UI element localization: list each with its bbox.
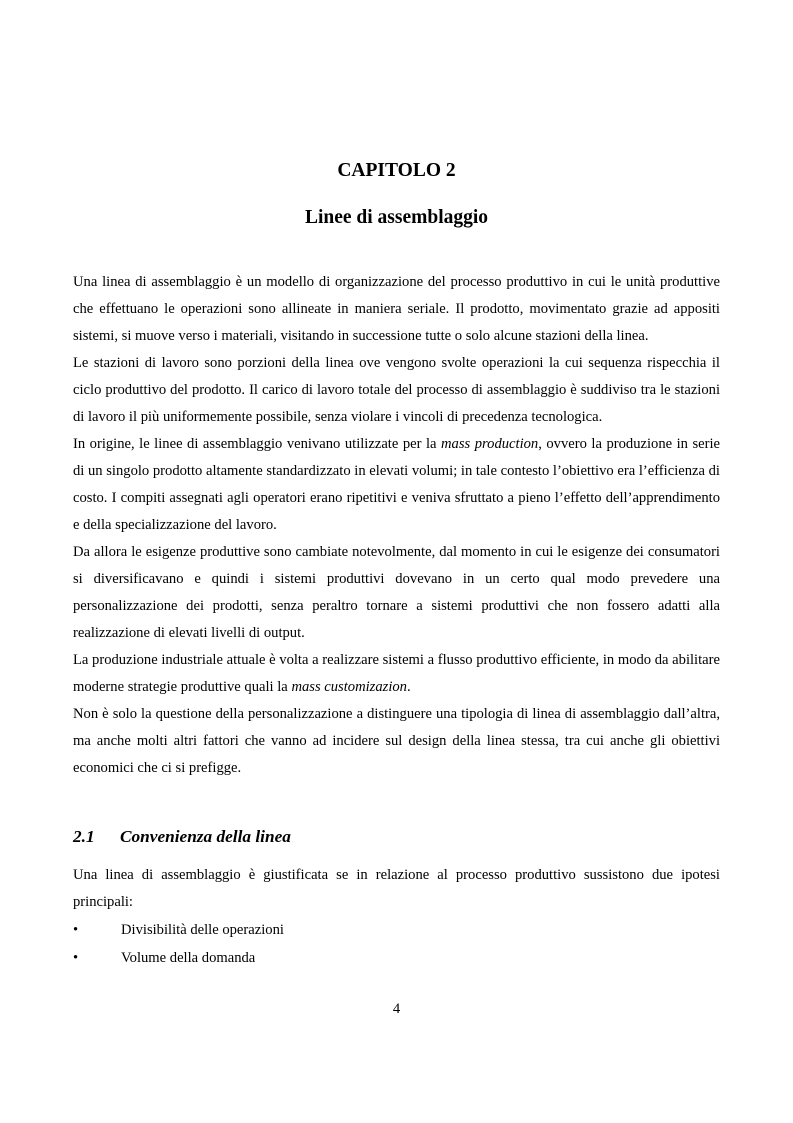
list-item-text: Volume della domanda	[121, 950, 256, 966]
list-item-text: Divisibilità delle operazioni	[121, 922, 284, 938]
paragraph-5-text-before: La produzione industriale attuale è volta a realizzare sistemi a flusso produttivo efficiente, in modo da abilitare moderne strategie produttive quali la	[73, 652, 720, 695]
list-item	[73, 944, 720, 972]
paragraph-5	[73, 647, 720, 701]
list-item	[73, 916, 720, 944]
section-heading	[73, 824, 720, 850]
paragraph-3	[73, 431, 720, 539]
bullet-icon: •	[73, 922, 79, 938]
bullet-icon: •	[73, 950, 79, 966]
section-body	[73, 862, 720, 916]
chapter-body	[73, 269, 720, 782]
paragraph-2: Le stazioni di lavoro sono porzioni della linea ove vengono svolte operazioni la cui sequenza rispecchia il ciclo produttivo del prodotto. Il carico di lavoro totale del processo di assemblaggio è suddiviso tra le stazioni di lavoro il più uniformemente possibile, senza violare i vincoli di precedenza tecnologica.	[73, 355, 720, 425]
paragraph-1: Una linea di assemblaggio è un modello di organizzazione del processo produttivo in cui le unità produttive che effettuano le operazioni sono allineate in maniera seriale. Il prodotto, movimentato grazie ad appositi sistemi, si muove verso i materiali, visitando in successione tutte o solo alcune stazioni della linea.	[73, 274, 720, 344]
section-intro: Una linea di assemblaggio è giustificata se in relazione al processo produttivo sussistono due ipotesi principali:	[73, 867, 720, 910]
chapter-title: Linee di assemblaggio	[304, 207, 489, 228]
chapter-label: CAPITOLO 2	[337, 160, 456, 181]
section-number: 2.1	[73, 827, 95, 846]
page-number: 4	[392, 1001, 401, 1017]
paragraph-4: Da allora le esigenze produttive sono cambiate notevolmente, dal momento in cui le esigenze dei consumatori si diversificavano e quindi i sistemi produttivi dovevano in un certo qual modo prevedere una personalizzazione dei prodotti, senza peraltro tornare a sistemi produttivi che non fossero adatti alla realizzazione di elevati livelli di output.	[73, 544, 720, 641]
paragraph-3-emphasis: mass production	[441, 436, 539, 452]
paragraph-5-emphasis: mass customizazion	[291, 679, 407, 695]
paragraph-6: Non è solo la questione della personalizzazione a distinguere una tipologia di linea di assemblaggio dall’altra, ma anche molti altri fattori che vanno ad incidere sul design della linea stessa, tra cui anche gli obiettivi economici che ci si prefigge.	[73, 706, 720, 776]
section-title: Convenienza della linea	[120, 827, 291, 846]
paragraph-5-text-after: .	[406, 679, 411, 695]
bullet-list	[73, 916, 720, 972]
paragraph-3-text-before: In origine, le linee di assemblaggio venivano utilizzate per la	[73, 436, 442, 452]
paragraph-3-text-after: , ovvero la produzione in serie di un singolo prodotto altamente standardizzato in elevati volumi; in tale contesto l’obiettivo era l’efficienza di costo. I compiti assegnati agli operatori erano ripetitivi e veniva sfruttato a pieno l’effetto dell’apprendimento e della specializzazione del lavoro.	[73, 436, 721, 533]
